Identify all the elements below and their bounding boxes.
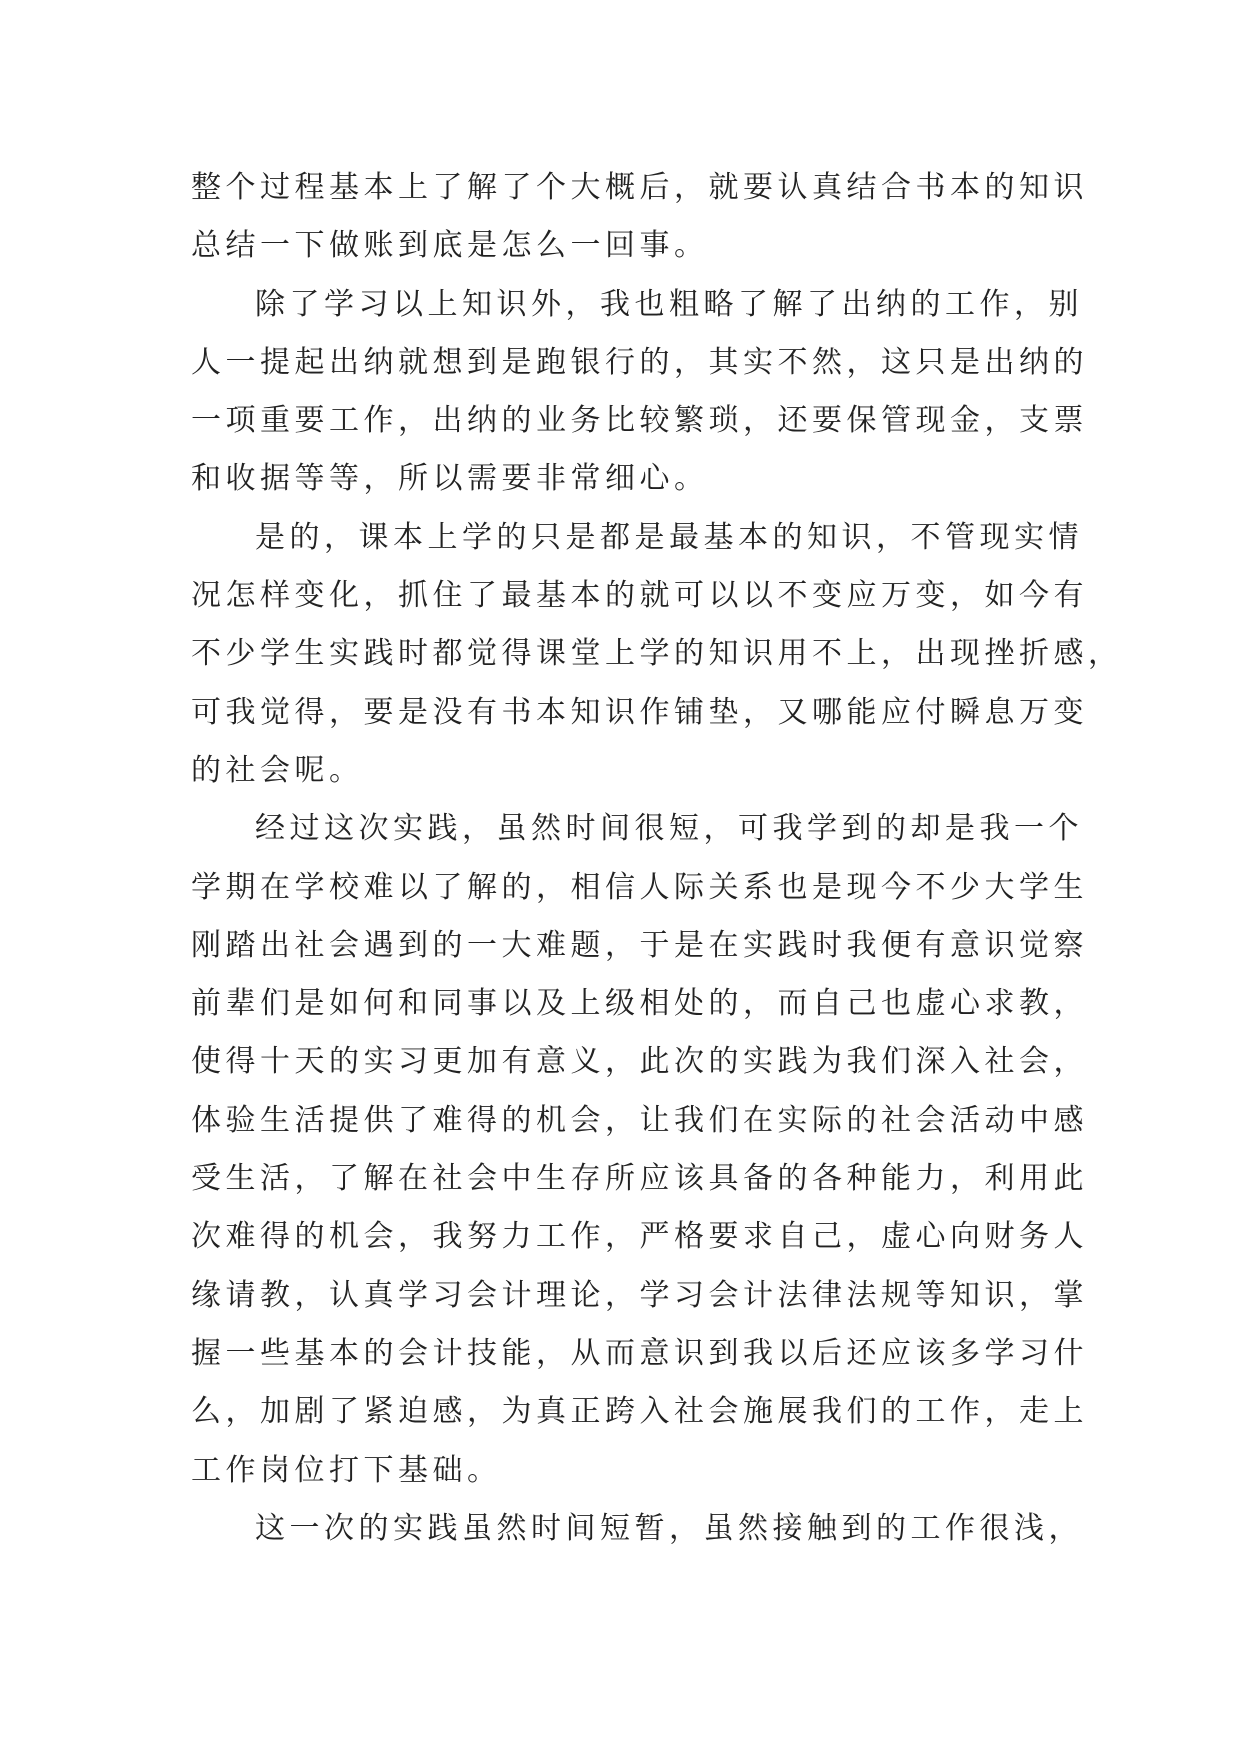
paragraph-first-line: 除了学习以上知识外，我也粗略了解了出纳的工作，别 xyxy=(255,286,1083,322)
text-line: 受生活，了解在社会中生存所应该具备的各种能力，利用此 xyxy=(191,1161,1088,1197)
text-line: 前辈们是如何和同事以及上级相处的，而自己也虚心求教， xyxy=(191,986,1088,1022)
text-line: 么，加剧了紧迫感，为真正跨入社会施展我们的工作，走上 xyxy=(191,1394,1088,1430)
text-line: 和收据等等，所以需要非常细心。 xyxy=(191,461,709,497)
text-line: 一项重要工作，出纳的业务比较繁琐，还要保管现金，支票 xyxy=(191,403,1088,439)
text-line: 体验生活提供了难得的机会，让我们在实际的社会活动中感 xyxy=(191,1102,1088,1138)
text-line: 况怎样变化，抓住了最基本的就可以以不变应万变，如今有 xyxy=(191,578,1088,614)
paragraph-first-line: 经过这次实践，虽然时间很短，可我学到的却是我一个 xyxy=(255,811,1083,847)
text-line: 整个过程基本上了解了个大概后，就要认真结合书本的知识 xyxy=(191,170,1088,205)
text-line: 刚踏出社会遇到的一大难题，于是在实践时我便有意识觉察 xyxy=(191,927,1088,963)
text-line: 使得十天的实习更加有意义，此次的实践为我们深入社会， xyxy=(191,1044,1088,1080)
text-line: 可我觉得，要是没有书本知识作铺垫，又哪能应付瞬息万变 xyxy=(191,694,1088,730)
text-line: 缘请教，认真学习会计理论，学习会计法律法规等知识，掌 xyxy=(191,1277,1088,1313)
text-line: 次难得的机会，我努力工作，严格要求自己，虚心向财务人 xyxy=(191,1219,1088,1255)
paragraph-first-line: 是的，课本上学的只是都是最基本的知识，不管现实情 xyxy=(255,519,1083,555)
text-line: 学期在学校难以了解的，相信人际关系也是现今不少大学生 xyxy=(191,869,1088,905)
paragraph-first-line: 这一次的实践虽然时间短暂，虽然接触到的工作很浅， xyxy=(255,1510,1083,1546)
text-line: 的社会呢。 xyxy=(191,752,364,788)
text-line: 不少学生实践时都觉得课堂上学的知识用不上，出现挫折感， xyxy=(191,636,1123,672)
text-line: 握一些基本的会计技能，从而意识到我以后还应该多学习什 xyxy=(191,1335,1088,1371)
text-line: 总结一下做账到底是怎么一回事。 xyxy=(191,228,709,264)
body-text xyxy=(191,159,1123,1558)
text-line: 人一提起出纳就想到是跑银行的，其实不然，这只是出纳的 xyxy=(191,344,1088,380)
text-line: 工作岗位打下基础。 xyxy=(191,1452,502,1488)
